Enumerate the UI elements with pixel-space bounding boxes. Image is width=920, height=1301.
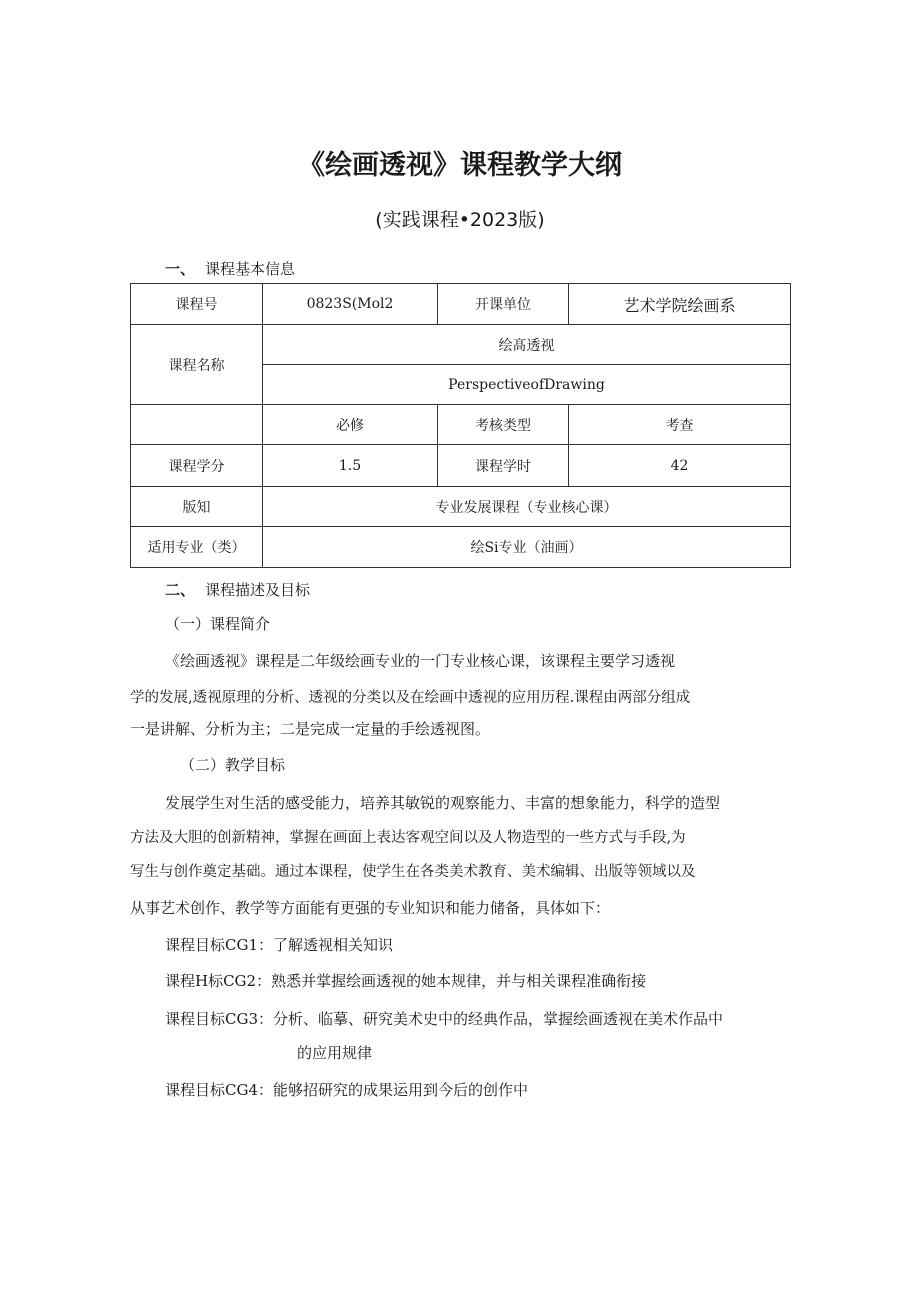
section-1-heading — [165, 258, 295, 279]
course-name-en: PerspectiveofDrawing — [263, 365, 791, 405]
major-value: 绘Si专业（油画） — [263, 527, 791, 568]
table-row — [131, 487, 791, 527]
intro-line-3: 一是讲解、分析为主；二是完成一定量的手绘透视图。 — [130, 720, 491, 738]
course-no-label: 课程号 — [131, 284, 263, 325]
exam-type-label: 考核类型 — [438, 405, 569, 445]
section-2-number: 二、 — [165, 581, 196, 599]
course-type-value: 必修 — [263, 405, 438, 445]
major-label: 适用专业（类） — [131, 527, 263, 568]
goal-cg3: 课程目标CG3：分析、临摹、研究美术史中的经典作品，掌握绘画透视在美术作品中 — [165, 1010, 724, 1028]
intro-line-1: 《绘画透视》课程是二年级绘画专业的一门专业核心课，该课程主要学习透视 — [165, 652, 676, 670]
section-2-heading — [165, 579, 310, 600]
document-subtitle: (实践课程•2023版) — [375, 209, 545, 231]
exam-type-value: 考查 — [569, 405, 791, 445]
section-1-title: 课程基本信息 — [205, 260, 296, 278]
course-name-cn: 绘髙透视 — [263, 325, 791, 365]
section-1-number: 一、 — [165, 260, 196, 278]
goal-cg2: 课程H标CG2：熟悉并掌握绘画透视的她本规律，并与相关课程准确衔接 — [165, 972, 647, 990]
table-row — [131, 527, 791, 568]
table-row — [131, 405, 791, 445]
table-row — [131, 284, 791, 325]
course-info-table — [130, 283, 791, 568]
goal-cg4: 课程目标CG4：能够招研究的成果运用到今后的创作中 — [165, 1081, 529, 1099]
section-2-title: 课程描述及目标 — [205, 581, 311, 599]
credit-value: 1.5 — [263, 445, 438, 487]
course-type-label — [131, 405, 263, 445]
goals-line-2: 方法及大胆的创新精神，掌握在画面上表达客观空间以及人物造型的一些方式与手段,为 — [130, 830, 686, 846]
table-row — [131, 325, 791, 365]
goals-line-1: 发展学生对生活的感受能力，培养其敏锐的观察能力、丰富的想象能力，科学的造型 — [165, 794, 721, 812]
unit-label: 开课单位 — [438, 284, 569, 325]
goals-line-3: 写生与创作奠定基础。通过本课程，使学生在各类美术教育、美术编辑、出版等领域以及 — [130, 864, 696, 880]
credit-label: 课程学分 — [131, 445, 263, 487]
document-title: 《绘画透视》课程教学大纲 — [298, 150, 622, 181]
category-value: 专业发展课程（专业核心课） — [263, 487, 791, 527]
category-label: 版知 — [131, 487, 263, 527]
course-no-value: 0823S(Mol2 — [263, 284, 438, 325]
goal-cg3-continued: 的应用规律 — [297, 1044, 373, 1062]
goal-cg1: 课程目标CG1：了解透视相关知识 — [165, 936, 394, 954]
table-row — [131, 445, 791, 487]
intro-line-2: 学的发展,透视原理的分析、透视的分类以及在绘画中透视的应用历程.课程由两部分组成 — [130, 690, 691, 706]
unit-value: 艺术学院绘画系 — [569, 284, 791, 325]
goals-heading: （二）教学目标 — [180, 756, 286, 774]
hours-value: 42 — [569, 445, 791, 487]
intro-heading: （一）课程简介 — [165, 615, 271, 633]
hours-label: 课程学时 — [438, 445, 569, 487]
goals-line-4: 从事艺术创作、教学等方面能有更强的专业知识和能力储备，具体如下： — [130, 899, 611, 917]
course-name-label: 课程名称 — [131, 325, 263, 405]
